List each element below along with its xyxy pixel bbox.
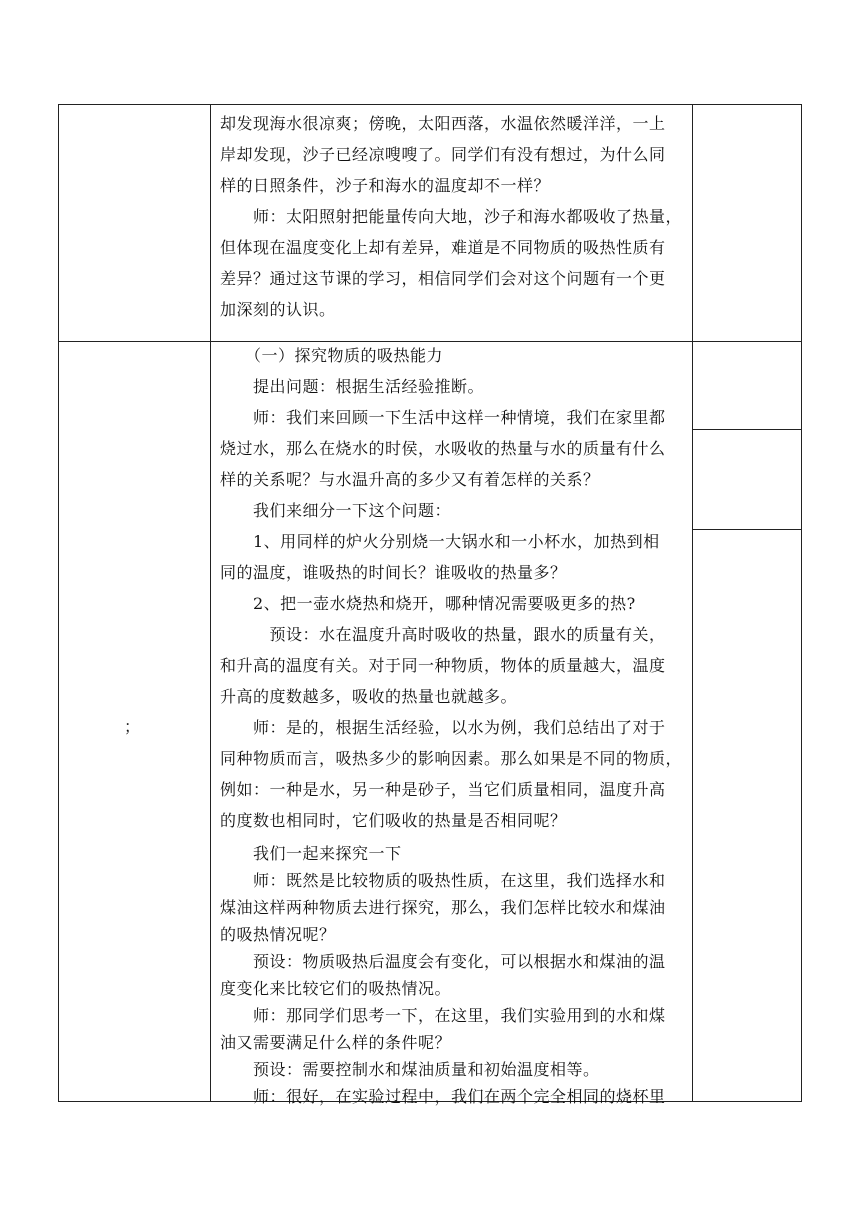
text-line: 师：我们来回顾一下生活中这样一种情境，我们在家里都: [220, 408, 666, 427]
text-line: 但体现在温度变化上却有差异，难道是不同物质的吸热性质有: [220, 238, 666, 257]
row2-content-b: [220, 840, 690, 1110]
row2-content-a: [220, 340, 690, 836]
text-line: 升高的度数越多，吸收的热量也就越多。: [220, 687, 518, 706]
text-line: 差异？通过这节课的学习，相信同学们会对这个问题有一个更: [220, 269, 666, 288]
text-line: 预设：物质吸热后温度会有变化，可以根据水和煤油的温: [220, 952, 666, 971]
text-line: 师：是的，根据生活经验，以水为例，我们总结出了对于: [220, 718, 666, 737]
text-line: 的吸热情况呢？: [220, 925, 336, 944]
text-line: 我们来细分一下这个问题：: [220, 501, 452, 520]
text-line: 样的日照条件，沙子和海水的温度却不一样？: [220, 176, 551, 195]
row2-left-mark: ；: [124, 717, 141, 736]
table-border-left: [58, 104, 59, 1102]
text-line: 却发现海水很凉爽；傍晚，太阳西落，水温依然暖洋洋，一上: [220, 114, 666, 133]
text-line: 师：那同学们思考一下，在这里，我们实验用到的水和煤: [220, 1006, 666, 1025]
text-line: 师：既然是比较物质的吸热性质，在这里，我们选择水和: [220, 871, 666, 890]
column-divider-right: [692, 104, 693, 1102]
paragraph: [220, 201, 690, 325]
text-line: 样的关系呢？与水温升高的多少又有着怎样的关系？: [220, 470, 600, 489]
text-line: 加深刻的认识。: [220, 300, 336, 319]
text-line: 油又需要满足什么样的条件呢？: [220, 1033, 452, 1052]
text-line: 烧过水，那么在烧水的时侯，水吸收的热量与水的质量有什么: [220, 439, 666, 458]
text-line: 提出问题：根据生活经验推断。: [220, 377, 485, 396]
table-border-right: [801, 104, 802, 1102]
text-line: 2、把一壶水烧热和烧开，哪种情况需要吸更多的热?: [220, 594, 636, 613]
text-line: 的度数也相同时，它们吸收的热量是否相同呢？: [220, 811, 567, 830]
text-line: 预设：需要控制水和煤油质量和初始温度相等。: [220, 1060, 600, 1079]
text-line: 煤油这样两种物质去进行探究，那么，我们怎样比较水和煤油: [220, 898, 666, 917]
column-divider-left: [210, 104, 211, 1102]
text-line: 预设：水在温度升高时吸收的热量，跟水的质量有关，: [220, 625, 666, 644]
text-line: 度变化来比较它们的吸热情况。: [220, 979, 452, 998]
text-line: （一）探究物质的吸热能力: [220, 346, 444, 365]
text-line: 师：很好，在实验过程中，我们在两个完全相同的烧杯里: [220, 1087, 666, 1106]
row1-content: [220, 108, 690, 325]
table-border-top: [58, 104, 802, 105]
text-line: 例如：一种是水，另一种是砂子，当它们质量相同，温度升高: [220, 780, 666, 799]
text-line: 师：太阳照射把能量传向大地，沙子和海水都吸收了热量，: [220, 207, 683, 226]
text-line: 同的温度，谁吸热的时间长？谁吸收的热量多？: [220, 563, 567, 582]
right-cell-divider: [692, 429, 802, 430]
text-line: 同种物质而言，吸热多少的影响因素。那么如果是不同的物质，: [220, 749, 683, 768]
text-line: 岸却发现，沙子已经凉嗖嗖了。同学们有没有想过，为什么同: [220, 145, 666, 164]
text-line: 我们一起来探究一下: [220, 844, 402, 863]
right-cell-divider: [692, 529, 802, 530]
paragraph: [220, 108, 690, 201]
text-line: 1、用同样的炉火分别烧一大锅水和一小杯水，加热到相: [220, 532, 660, 551]
text-line: 和升高的温度有关。对于同一种物质，物体的质量越大，温度: [220, 656, 666, 675]
